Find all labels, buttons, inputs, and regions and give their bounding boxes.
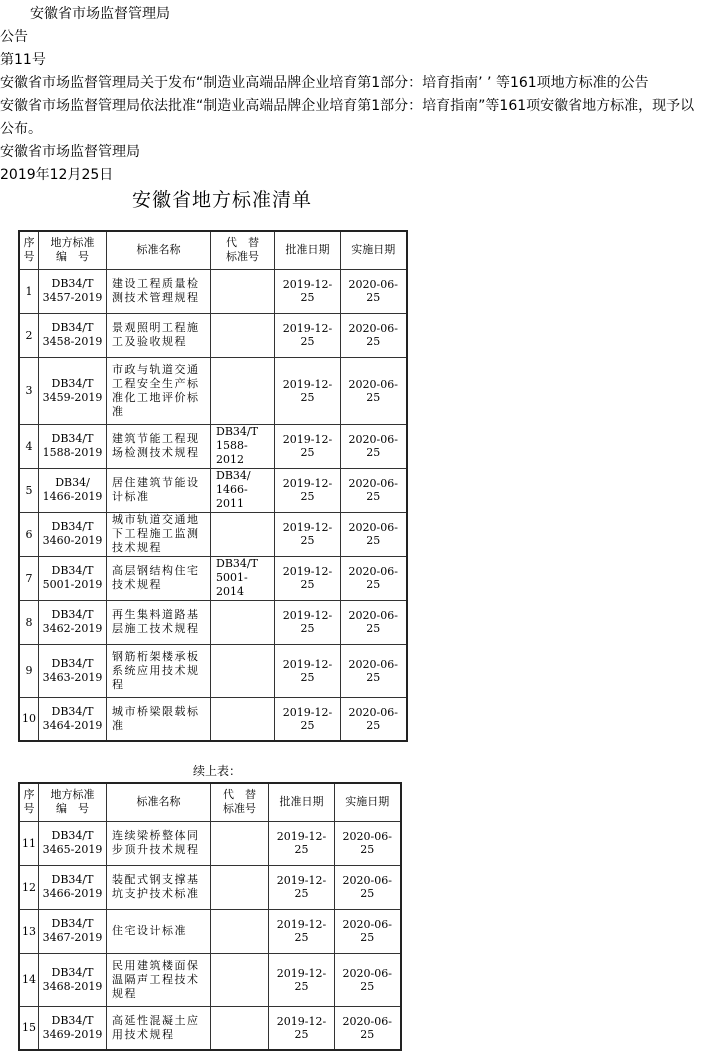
replaced-standard xyxy=(211,953,269,1006)
effective-date: 2020-06-25 xyxy=(341,600,407,644)
approve-date: 2019-12-25 xyxy=(275,357,341,424)
standard-code: DB34/T 3458-2019 xyxy=(39,313,107,357)
continued-label: 续上表： xyxy=(193,764,242,778)
standard-code: DB34/ 1466-2019 xyxy=(39,468,107,512)
effective-date: 2020-06-25 xyxy=(341,424,407,468)
standard-code: DB34/T 5001-2019 xyxy=(39,556,107,600)
notice-number: 第11号 xyxy=(0,52,46,68)
standard-code: DB34/T 3464-2019 xyxy=(39,697,107,741)
table-row xyxy=(19,424,407,468)
table-row xyxy=(19,357,407,424)
standard-name: 装配式钢支撑基坑支护技术标准 xyxy=(107,865,211,909)
approve-date: 2019-12-25 xyxy=(275,313,341,357)
replaced-standard xyxy=(211,357,275,424)
standard-name: 建设工程质量检测技术管理规程 xyxy=(107,269,211,313)
table-row xyxy=(19,556,407,600)
notice-date: 2019年12月25日 xyxy=(0,167,114,183)
table-row xyxy=(19,1006,401,1050)
replaced-standard xyxy=(211,600,275,644)
effective-date: 2020-06-25 xyxy=(335,865,401,909)
col-header-effective-date: 实施日期 xyxy=(335,783,401,821)
table-row xyxy=(19,269,407,313)
approve-date: 2019-12-25 xyxy=(269,909,335,953)
table-row xyxy=(19,697,407,741)
effective-date: 2020-06-25 xyxy=(335,821,401,865)
approve-date: 2019-12-25 xyxy=(269,865,335,909)
standard-name: 城市轨道交通地下工程施工监测技术规程 xyxy=(107,512,211,556)
col-header-replaced: 代 替 标准号 xyxy=(211,231,275,269)
row-number: 9 xyxy=(19,644,39,697)
table-row xyxy=(19,821,401,865)
col-header-no: 序 号 xyxy=(19,783,39,821)
table-row xyxy=(19,600,407,644)
replaced-standard: DB34/T 5001-2014 xyxy=(211,556,275,600)
replaced-standard: DB34/ 1466-2011 xyxy=(211,468,275,512)
effective-date: 2020-06-25 xyxy=(341,357,407,424)
row-number: 15 xyxy=(19,1006,39,1050)
row-number: 1 xyxy=(19,269,39,313)
standards-table-continued xyxy=(18,782,402,1051)
standard-code: DB34/T 3468-2019 xyxy=(39,953,107,1006)
notice-body-line1: 安徽省市场监督管理局依法批准“制造业高端品牌企业培育第1部分：培育指南”等161项安徽省地方标准，现予以 xyxy=(0,98,695,114)
row-number: 13 xyxy=(19,909,39,953)
approve-date: 2019-12-25 xyxy=(275,697,341,741)
row-number: 2 xyxy=(19,313,39,357)
document-title: 安徽省地方标准清单 xyxy=(132,189,313,211)
replaced-standard xyxy=(211,1006,269,1050)
replaced-standard xyxy=(211,909,269,953)
row-number: 6 xyxy=(19,512,39,556)
col-header-approve-date: 批准日期 xyxy=(269,783,335,821)
standard-code: DB34/T 1588-2019 xyxy=(39,424,107,468)
replaced-standard xyxy=(211,512,275,556)
notice-type: 公告 xyxy=(0,29,28,45)
standard-name: 钢筋桁架楼承板系统应用技术规程 xyxy=(107,644,211,697)
table-row xyxy=(19,468,407,512)
replaced-standard xyxy=(211,269,275,313)
approve-date: 2019-12-25 xyxy=(269,953,335,1006)
standard-name: 民用建筑楼面保温隔声工程技术规程 xyxy=(107,953,211,1006)
standard-code: DB34/T 3457-2019 xyxy=(39,269,107,313)
table-row xyxy=(19,909,401,953)
col-header-approve-date: 批准日期 xyxy=(275,231,341,269)
replaced-standard xyxy=(211,313,275,357)
row-number: 4 xyxy=(19,424,39,468)
effective-date: 2020-06-25 xyxy=(341,313,407,357)
standard-name: 景观照明工程施工及验收规程 xyxy=(107,313,211,357)
row-number: 11 xyxy=(19,821,39,865)
replaced-standard xyxy=(211,821,269,865)
standard-name: 居住建筑节能设计标准 xyxy=(107,468,211,512)
col-header-effective-date: 实施日期 xyxy=(341,231,407,269)
col-header-name: 标准名称 xyxy=(107,231,211,269)
standards-table xyxy=(18,230,408,742)
standard-name: 再生集料道路基层施工技术规程 xyxy=(107,600,211,644)
effective-date: 2020-06-25 xyxy=(341,644,407,697)
table-row xyxy=(19,644,407,697)
effective-date: 2020-06-25 xyxy=(341,512,407,556)
row-number: 7 xyxy=(19,556,39,600)
table-row xyxy=(19,313,407,357)
approve-date: 2019-12-25 xyxy=(275,512,341,556)
effective-date: 2020-06-25 xyxy=(341,468,407,512)
standard-name: 市政与轨道交通工程安全生产标准化工地评价标准 xyxy=(107,357,211,424)
standard-code: DB34/T 3467-2019 xyxy=(39,909,107,953)
effective-date: 2020-06-25 xyxy=(341,269,407,313)
approve-date: 2019-12-25 xyxy=(275,644,341,697)
table-row xyxy=(19,953,401,1006)
approve-date: 2019-12-25 xyxy=(275,269,341,313)
signer-name: 安徽省市场监督管理局 xyxy=(0,144,140,160)
approve-date: 2019-12-25 xyxy=(269,821,335,865)
standard-code: DB34/T 3459-2019 xyxy=(39,357,107,424)
row-number: 10 xyxy=(19,697,39,741)
effective-date: 2020-06-25 xyxy=(335,953,401,1006)
table-row xyxy=(19,865,401,909)
approve-date: 2019-12-25 xyxy=(269,1006,335,1050)
standard-name: 连续梁桥整体同步顶升技术规程 xyxy=(107,821,211,865)
row-number: 12 xyxy=(19,865,39,909)
col-header-replaced: 代 替 标准号 xyxy=(211,783,269,821)
col-header-code: 地方标准 编 号 xyxy=(39,231,107,269)
table-header-row xyxy=(19,783,401,821)
row-number: 5 xyxy=(19,468,39,512)
approve-date: 2019-12-25 xyxy=(275,468,341,512)
replaced-standard xyxy=(211,697,275,741)
standard-name: 城市桥梁限载标准 xyxy=(107,697,211,741)
standard-code: DB34/T 3469-2019 xyxy=(39,1006,107,1050)
standard-name: 高延性混凝土应用技术规程 xyxy=(107,1006,211,1050)
standard-code: DB34/T 3466-2019 xyxy=(39,865,107,909)
replaced-standard xyxy=(211,865,269,909)
effective-date: 2020-06-25 xyxy=(335,909,401,953)
table-row xyxy=(19,512,407,556)
effective-date: 2020-06-25 xyxy=(341,556,407,600)
standard-code: DB34/T 3465-2019 xyxy=(39,821,107,865)
notice-body-line2: 公布。 xyxy=(0,121,42,137)
standard-code: DB34/T 3463-2019 xyxy=(39,644,107,697)
approve-date: 2019-12-25 xyxy=(275,424,341,468)
standard-name: 住宅设计标准 xyxy=(107,909,211,953)
notice-headline: 安徽省市场监督管理局关于发布“制造业高端品牌企业培育第1部分：培育指南’ ’ 等161项地方标准的公告 xyxy=(0,75,649,91)
standard-code: DB34/T 3460-2019 xyxy=(39,512,107,556)
standard-name: 建筑节能工程现场检测技术规程 xyxy=(107,424,211,468)
standard-code: DB34/T 3462-2019 xyxy=(39,600,107,644)
row-number: 14 xyxy=(19,953,39,1006)
effective-date: 2020-06-25 xyxy=(341,697,407,741)
replaced-standard: DB34/T 1588-2012 xyxy=(211,424,275,468)
row-number: 3 xyxy=(19,357,39,424)
approve-date: 2019-12-25 xyxy=(275,600,341,644)
replaced-standard xyxy=(211,644,275,697)
standard-name: 高层钢结构住宅技术规程 xyxy=(107,556,211,600)
col-header-no: 序 号 xyxy=(19,231,39,269)
table-header-row xyxy=(19,231,407,269)
org-name-top: 安徽省市场监督管理局 xyxy=(30,6,170,22)
col-header-name: 标准名称 xyxy=(107,783,211,821)
col-header-code: 地方标准 编 号 xyxy=(39,783,107,821)
approve-date: 2019-12-25 xyxy=(275,556,341,600)
effective-date: 2020-06-25 xyxy=(335,1006,401,1050)
row-number: 8 xyxy=(19,600,39,644)
